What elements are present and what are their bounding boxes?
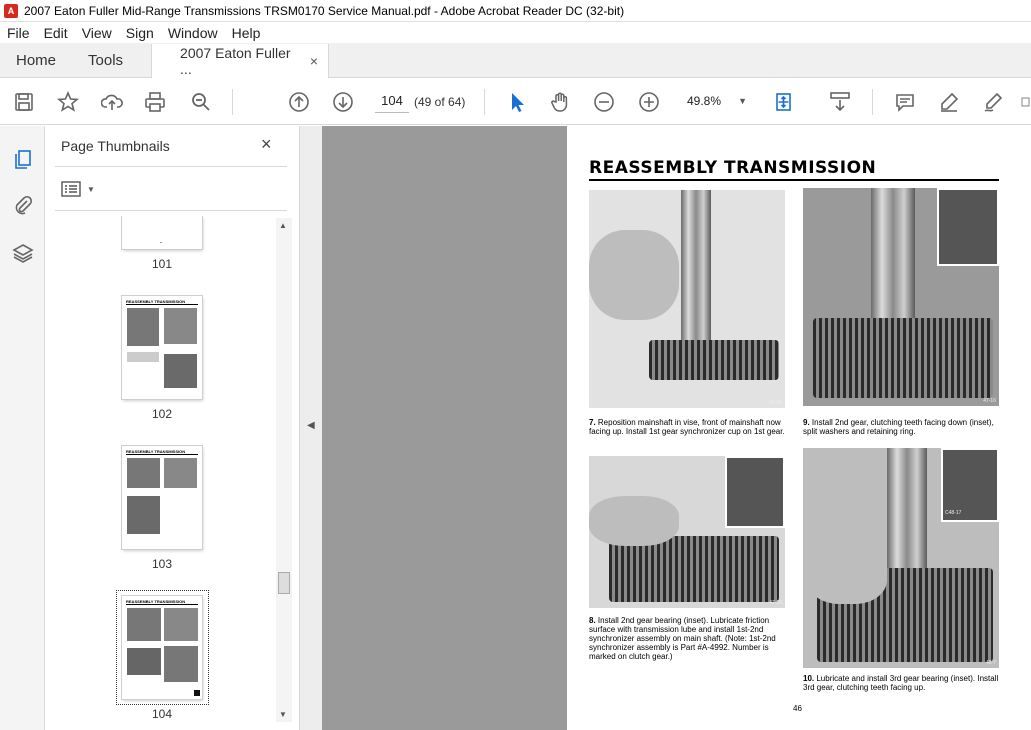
- step-number: 7.: [589, 418, 596, 427]
- menu-view[interactable]: View: [81, 24, 112, 41]
- photo-inset: [937, 188, 999, 266]
- photo-shaft: [887, 448, 927, 568]
- photo-inset: [725, 456, 785, 528]
- toolbar-separator: [872, 89, 873, 115]
- page-down-icon[interactable]: [331, 90, 355, 114]
- scroll-mode-icon[interactable]: [828, 90, 852, 114]
- close-tab-icon[interactable]: ×: [309, 53, 319, 69]
- page-mark: [160, 242, 162, 243]
- thumbnail-photo: [164, 608, 198, 641]
- attachments-icon[interactable]: [10, 192, 36, 218]
- toolbar-separator: [484, 89, 485, 115]
- page-heading: REASSEMBLY TRANSMISSION: [589, 158, 877, 178]
- photo-gear: [649, 340, 779, 380]
- pdf-page: [567, 126, 1031, 730]
- step-7-caption: [589, 418, 787, 436]
- photo-code: C48-17: [945, 510, 962, 516]
- tab-bar: [0, 43, 1031, 78]
- photo-step-8: [589, 456, 785, 608]
- hand-icon[interactable]: [548, 90, 572, 114]
- heading-rule: [589, 179, 999, 181]
- photo-shaft: [681, 190, 711, 350]
- toolbar: [0, 79, 1031, 125]
- thumbnail-label: 104: [151, 707, 173, 721]
- thumbnail-heading: REASSEMBLY TRANSMISSION: [126, 299, 186, 304]
- thumbnail-photo: [164, 354, 197, 388]
- comment-icon[interactable]: [893, 90, 917, 114]
- thumbnail-list[interactable]: [55, 216, 287, 726]
- window-title: 2007 Eaton Fuller Mid-Range Transmissions TRSM0170 Service Manual.pdf - Adobe Acrobat Reader DC (32-bit): [24, 3, 625, 18]
- divider: [55, 166, 287, 167]
- menu-window[interactable]: Window: [167, 24, 218, 41]
- step-9-caption: [803, 418, 1001, 436]
- thumbnail-photo: [164, 458, 197, 488]
- more-tools-icon[interactable]: [1020, 90, 1031, 114]
- zoom-value: 49.8%: [687, 94, 722, 108]
- thumbnail-photo: [164, 308, 197, 344]
- photo-hand: [589, 496, 679, 546]
- upload-icon[interactable]: [100, 90, 124, 114]
- tab-document-label: 2007 Eaton Fuller ...: [180, 45, 291, 77]
- photo-gear: [813, 318, 993, 398]
- thumbnail-resize-handle[interactable]: [194, 690, 200, 696]
- document-view[interactable]: [322, 126, 1031, 730]
- navigation-rail: [0, 126, 45, 730]
- collapse-left-icon[interactable]: ◀: [307, 420, 315, 431]
- thumbnail-scrollbar[interactable]: [276, 218, 292, 722]
- thumbnail-label: 102: [151, 407, 173, 421]
- thumbnail-page-103[interactable]: [122, 446, 202, 549]
- thumbnail-page-102[interactable]: [122, 296, 202, 399]
- toolbar-separator: [232, 89, 233, 115]
- highlight-icon[interactable]: [937, 90, 961, 114]
- page-thumbnails-icon[interactable]: [10, 146, 36, 172]
- photo-code: 47-16: [983, 398, 996, 404]
- photo-code: 47-15: [769, 600, 782, 606]
- panel-collapse-strip[interactable]: [300, 126, 322, 730]
- photo-step-9: [803, 188, 999, 406]
- thumbnail-page-101[interactable]: [122, 216, 202, 249]
- step-number: 9.: [803, 418, 810, 427]
- page-up-icon[interactable]: [287, 90, 311, 114]
- step-8-caption: [589, 616, 787, 661]
- zoom-select[interactable]: [681, 89, 751, 113]
- scroll-up-icon[interactable]: ▲: [279, 221, 287, 230]
- close-panel-icon[interactable]: ×: [261, 134, 272, 154]
- acrobat-icon: A: [4, 4, 18, 18]
- step-10-caption: [803, 674, 1001, 692]
- thumbnail-photo: [127, 496, 160, 534]
- photo-code: 48-7: [985, 660, 996, 666]
- thumbnail-heading: REASSEMBLY TRANSMISSION: [126, 449, 186, 454]
- bookmark-star-icon[interactable]: [56, 90, 80, 114]
- thumbnail-photo: [127, 458, 160, 488]
- thumbnail-photo: [164, 646, 198, 682]
- thumbnail-label: 103: [151, 557, 173, 571]
- menu-help[interactable]: Help: [231, 24, 261, 41]
- step-number: 10.: [803, 674, 815, 683]
- thumbnail-photo: [127, 648, 161, 675]
- thumbnail-text: [127, 352, 159, 362]
- find-icon[interactable]: [189, 90, 213, 114]
- zoom-in-icon[interactable]: [637, 90, 661, 114]
- layers-icon[interactable]: [10, 240, 36, 266]
- step-text: Lubricate and install 3rd gear bearing (inset). Install 3rd gear, clutching teeth facing up.: [803, 674, 999, 692]
- photo-step-7: [589, 190, 785, 408]
- thumbnail-heading: REASSEMBLY TRANSMISSION: [126, 599, 186, 604]
- menu-bar: [0, 22, 1031, 43]
- page-count: (49 of 64): [414, 95, 466, 109]
- thumbnail-rule: [126, 604, 198, 605]
- chevron-down-icon: ▼: [738, 96, 747, 106]
- page-footer-number: 46: [793, 704, 802, 713]
- tab-document[interactable]: [151, 44, 329, 78]
- scroll-down-icon[interactable]: ▼: [279, 710, 287, 719]
- thumbnail-label: 101: [151, 257, 173, 271]
- title-bar: [0, 0, 1031, 22]
- step-text: Reposition mainshaft in vise, front of mainshaft now facing up. Install 1st gear synchronizer cup on 1st gear.: [589, 418, 785, 436]
- panel-title: Page Thumbnails: [61, 138, 170, 154]
- menu-edit[interactable]: Edit: [43, 24, 68, 41]
- chevron-down-icon: ▼: [87, 184, 95, 194]
- scrollbar-thumb[interactable]: [278, 572, 290, 594]
- photo-shaft: [871, 188, 915, 338]
- thumbnail-photo: [127, 608, 161, 641]
- sign-icon[interactable]: [981, 90, 1005, 114]
- thumbnail-page-104[interactable]: [122, 596, 202, 699]
- thumbnail-rule: [126, 454, 198, 455]
- list-options-icon: [61, 181, 81, 197]
- step-text: Install 2nd gear, clutching teeth facing down (inset), split washers and retaining ring.: [803, 418, 994, 436]
- tab-home[interactable]: Home: [16, 51, 57, 69]
- menu-file[interactable]: File: [7, 24, 30, 41]
- photo-step-10: [803, 448, 999, 668]
- page-number-input[interactable]: 104: [375, 89, 409, 113]
- menu-sign[interactable]: Sign: [125, 24, 154, 41]
- thumbnails-panel: [45, 126, 300, 730]
- thumbnail-options-button[interactable]: [61, 180, 95, 198]
- save-icon[interactable]: [12, 90, 36, 114]
- zoom-out-icon[interactable]: [592, 90, 616, 114]
- tab-tools[interactable]: Tools: [88, 51, 124, 69]
- step-number: 8.: [589, 616, 596, 625]
- select-cursor-icon[interactable]: [505, 90, 529, 114]
- photo-hand: [807, 544, 887, 604]
- thumbnail-rule: [126, 304, 198, 305]
- print-icon[interactable]: [143, 90, 167, 114]
- fit-page-icon[interactable]: [772, 90, 796, 114]
- photo-code: 63-10: [769, 400, 782, 406]
- thumbnail-photo: [127, 308, 159, 346]
- divider: [55, 210, 287, 211]
- step-text: Install 2nd gear bearing (inset). Lubricate friction surface with transmission lube and install 1st-2nd synchronizer assembly on main shaft. (Note: 1st-2nd synchronizer assembly is Part #A-4992. Number is marked on clutch gear.): [589, 616, 776, 661]
- photo-hand: [589, 230, 679, 320]
